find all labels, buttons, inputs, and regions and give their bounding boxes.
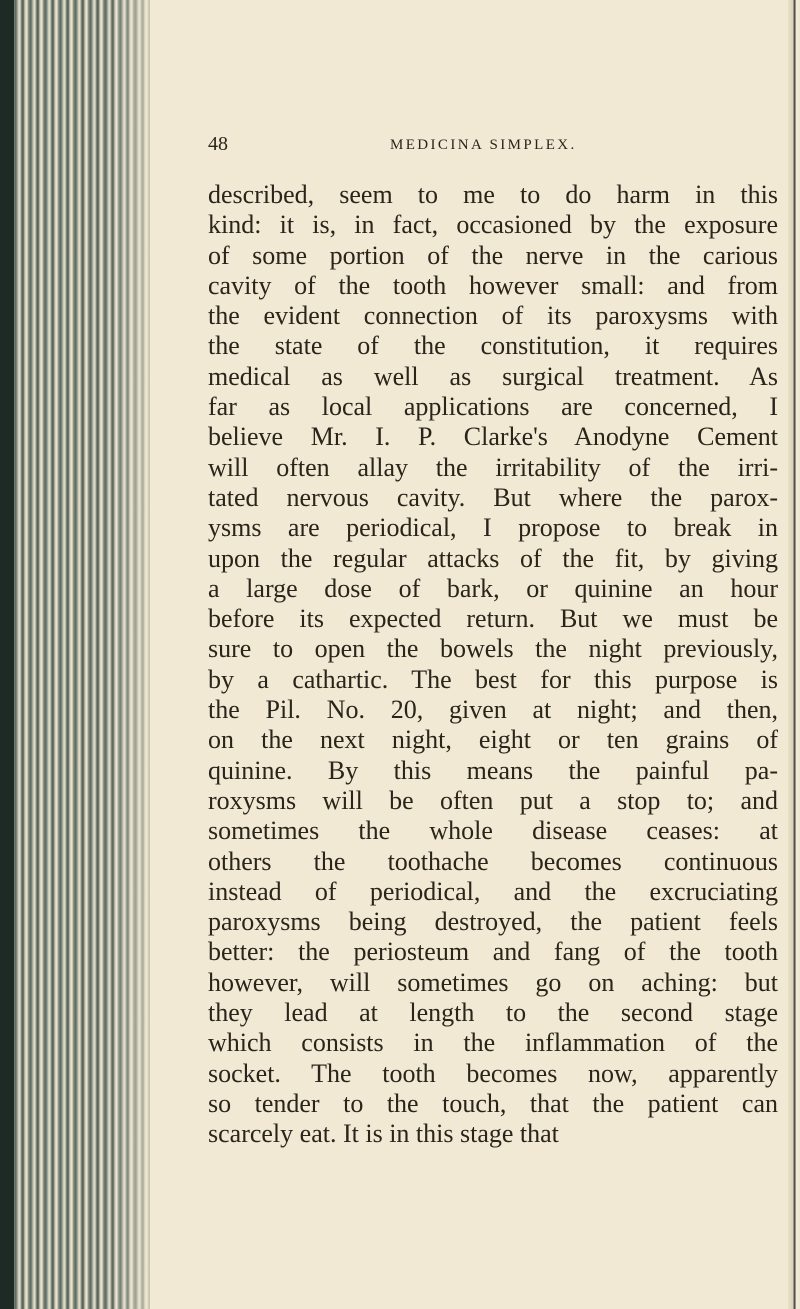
text-line: before its expected return. But we must be: [208, 604, 778, 634]
text-line: sometimes the whole disease ceases: at: [208, 816, 778, 846]
text-line: the state of the constitution, it requires: [208, 331, 778, 361]
text-line: described, seem to me to do harm in this: [208, 180, 778, 209]
text-line: socket. The tooth becomes now, apparently: [208, 1058, 778, 1088]
text-line: upon the regular attacks of the fit, by giving: [208, 543, 778, 573]
text-line: they lead at length to the second stage: [208, 998, 778, 1028]
text-line: of some portion of the nerve in the carious: [208, 240, 778, 270]
text-line: the evident connection of its paroxysms with: [208, 301, 778, 331]
text-line: quinine. By this means the painful pa-: [208, 755, 778, 785]
text-line: so tender to the touch, that the patient can: [208, 1088, 778, 1118]
running-head: [208, 133, 778, 159]
text-line: kind: it is, in fact, occasioned by the exposure: [208, 210, 778, 240]
text-line: by a cathartic. The best for this purpose is: [208, 664, 778, 694]
page-edge: [788, 0, 800, 1309]
text-line: on the next night, eight or ten grains of: [208, 725, 778, 755]
gutter-fade: [110, 0, 200, 1309]
running-title: MEDICINA SIMPLEX.: [390, 137, 577, 153]
text-line: scarcely eat. It is in this stage that: [208, 1119, 559, 1149]
text-line: better: the periosteum and fang of the tooth: [208, 937, 778, 967]
text-line: ysms are periodical, I propose to break in: [208, 513, 778, 543]
text-line: others the toothache becomes continuous: [208, 846, 778, 876]
body-text: [208, 180, 788, 1150]
text-line: will often allay the irritability of the irri-: [208, 452, 778, 482]
book-page: [208, 0, 788, 1309]
binding-shadow: [0, 0, 14, 1309]
text-line: a large dose of bark, or quinine an hour: [208, 573, 778, 603]
text-line: believe Mr. I. P. Clarke's Anodyne Cement: [208, 422, 778, 452]
text-line: which consists in the inflammation of the: [208, 1028, 778, 1058]
text-line: roxysms will be often put a stop to; and: [208, 785, 778, 815]
text-line: tated nervous cavity. But where the parox-: [208, 482, 778, 512]
text-line: sure to open the bowels the night previously,: [208, 634, 778, 664]
text-line: paroxysms being destroyed, the patient feels: [208, 907, 778, 937]
text-line: instead of periodical, and the excruciating: [208, 876, 778, 906]
text-line: cavity of the tooth however small: and from: [208, 270, 778, 300]
text-line: the Pil. No. 20, given at night; and then,: [208, 695, 778, 725]
page-number: 48: [208, 133, 228, 155]
text-line: far as local applications are concerned, I: [208, 392, 778, 422]
text-line: medical as well as surgical treatment. As: [208, 361, 778, 391]
text-line: however, will sometimes go on aching: but: [208, 967, 778, 997]
